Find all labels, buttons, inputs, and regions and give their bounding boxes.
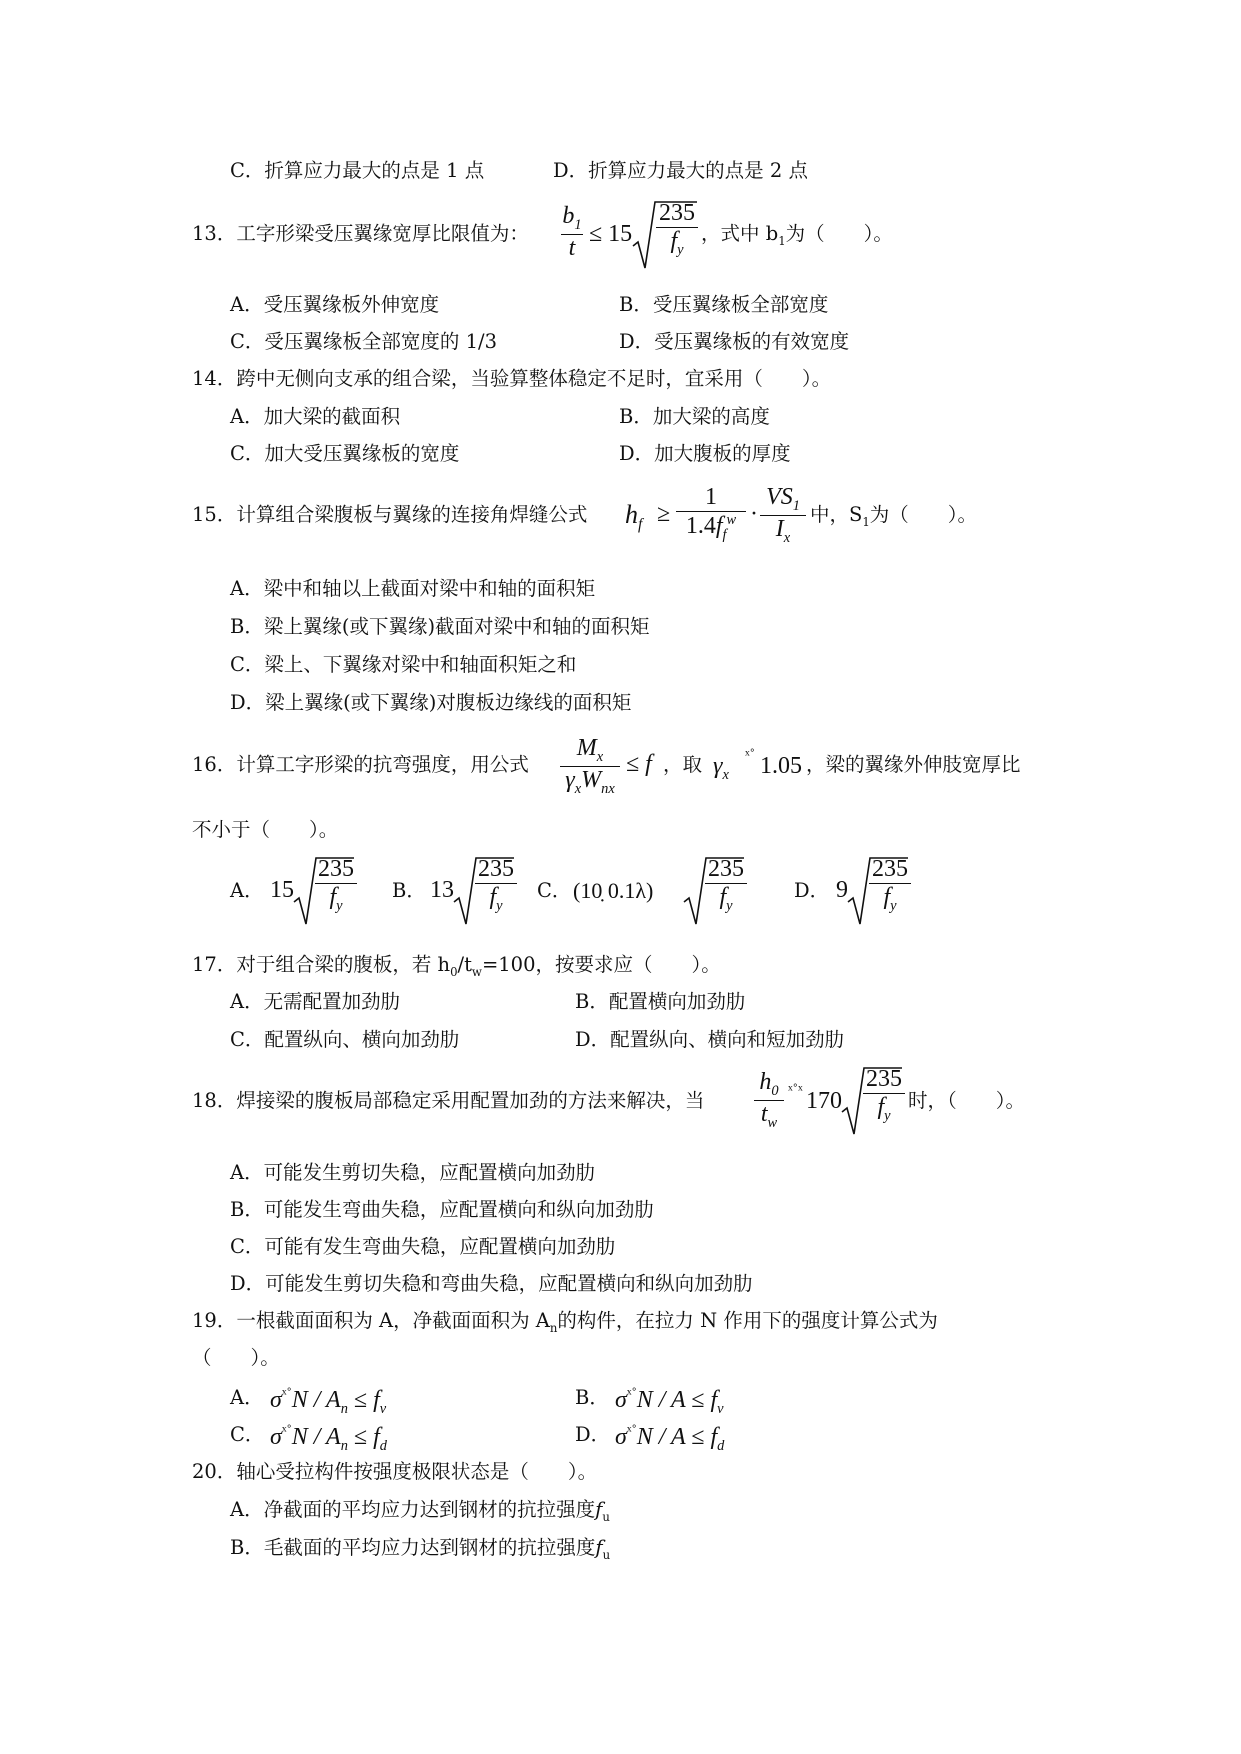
q19-option-a-label: A．: [230, 1386, 264, 1409]
q19-option-d-label: D．: [575, 1423, 611, 1446]
q17-stem: 17．对于组合梁的腹板，若 $h_0/t_w=100$，按要求应（ ）。: [192, 953, 721, 979]
q16-le-f: ≤ f: [626, 751, 652, 777]
q16-stem-part4: 不小于（ ）。: [192, 818, 339, 841]
q13-stem-part2: ，式中 $b_1$为（ ）。: [701, 222, 893, 248]
q18-fraction: $h_0$ $t_w$: [754, 1069, 784, 1132]
q14-option-c: C．加大受压翼缘板的宽度: [230, 442, 460, 465]
q19-option-c-label: C．: [230, 1423, 265, 1446]
q15-hf: $h_f$: [625, 500, 643, 534]
q16-option-b-coef: 13: [430, 877, 454, 903]
q15-fraction-2: $VS_1$ $I_x$: [760, 484, 806, 547]
q16-option-b-label: B．: [392, 879, 426, 902]
q12-option-c: C．折算应力最大的点是 1 点: [230, 159, 485, 182]
q15-option-b: B．梁上翼缘(或下翼缘)截面对梁中和轴的面积矩: [230, 615, 650, 638]
q18-glyph: ˣ˚ˣ: [788, 1082, 803, 1099]
q16-option-a-coef: 15: [270, 877, 294, 903]
q19-option-b-label: B．: [575, 1386, 609, 1409]
q16-option-c-fraction: 235 $f_y$: [705, 856, 747, 915]
q14-option-a: A．加大梁的截面积: [230, 405, 401, 428]
q18-stem-part1: 18．焊接梁的腹板局部稳定采用配置加劲的方法来解决，当: [192, 1089, 705, 1112]
q16-stem-part1: 16．计算工字形梁的抗弯强度，用公式: [192, 753, 529, 776]
q16-glyph: ˣ˚: [745, 747, 755, 764]
q19-option-a-formula: $\sigma^{ˣ˚}N / A_n \le f_v$: [270, 1386, 387, 1417]
q17-option-c: C．配置纵向、横向加劲肋: [230, 1028, 460, 1051]
q18-option-b: B．可能发生弯曲失稳，应配置横向和纵向加劲肋: [230, 1198, 654, 1221]
q13-sqrt-fraction: 235 $f_y$: [656, 200, 698, 259]
q16-option-c-coef: (10̣ 0.1λ): [573, 878, 654, 903]
q16-stem-part2: ，取: [663, 753, 703, 776]
q18-value: 170: [806, 1088, 842, 1114]
q18-option-c: C．可能有发生弯曲失稳，应配置横向加劲肋: [230, 1235, 616, 1258]
q20-stem: 20．轴心受拉构件按强度极限状态是（ ）。: [192, 1460, 598, 1483]
q18-stem-part2: 时，（ ）。: [908, 1089, 1026, 1112]
q13-option-a: A．受压翼缘板外伸宽度: [230, 293, 440, 316]
q16-option-a-fraction: 235 $f_y$: [315, 856, 357, 915]
q19-stem-part2: （ ）。: [192, 1346, 280, 1369]
q13-option-c: C．受压翼缘板全部宽度的 1/3: [230, 330, 498, 353]
q16-value: 1.05: [760, 753, 802, 779]
q13-option-d: D．受压翼缘板的有效宽度: [619, 330, 850, 353]
q18-sqrt-fraction: 235 $f_y$: [863, 1066, 905, 1125]
q16-option-c-label: C．: [537, 879, 572, 902]
q14-stem: 14．跨中无侧向支承的组合梁，当验算整体稳定不足时，宜采用（ ）。: [192, 367, 832, 390]
q15-dot: ·: [750, 501, 758, 527]
q19-option-d-formula: $\sigma^{ˣ˚}N / A \le f_d$: [615, 1423, 725, 1454]
q15-fraction-1: 1 $1.4f_f^w$: [676, 484, 746, 544]
q13-fraction-b1-over-t: $b_1$ t: [562, 203, 582, 261]
q16-gamma-x: $\gamma_x$: [713, 753, 729, 783]
q16-stem-part3: ，梁的翼缘外伸肢宽厚比: [806, 753, 1021, 776]
q15-stem-part1: 15．计算组合梁腹板与翼缘的连接角焊缝公式: [192, 503, 588, 526]
q18-option-d: D．可能发生剪切失稳和弯曲失稳，应配置横向和纵向加劲肋: [230, 1272, 753, 1295]
q16-option-d-label: D．: [794, 879, 830, 902]
q17-option-d: D．配置纵向、横向和短加劲肋: [575, 1028, 845, 1051]
q14-option-d: D．加大腹板的厚度: [619, 442, 791, 465]
q14-option-b: B．加大梁的高度: [619, 405, 770, 428]
q16-option-a-label: A．: [230, 879, 264, 902]
q13-relation: ≤ 15: [589, 221, 633, 247]
q15-stem-part2: 中，$S_1$为（ ）。: [810, 503, 978, 529]
q12-option-d: D．折算应力最大的点是 2 点: [553, 159, 808, 182]
q15-option-a: A．梁中和轴以上截面对梁中和轴的面积矩: [230, 577, 596, 600]
q20-option-a: A．净截面的平均应力达到钢材的抗拉强度$f_u$: [230, 1498, 610, 1524]
q18-option-a: A．可能发生剪切失稳，应配置横向加劲肋: [230, 1161, 596, 1184]
q16-option-d-coef: 9: [836, 877, 848, 903]
q16-fraction: $M_x$ $\gamma_xW_{nx}$: [560, 735, 620, 798]
q13-option-b: B．受压翼缘板全部宽度: [619, 293, 829, 316]
q16-option-d-fraction: 235 $f_y$: [869, 856, 911, 915]
q15-option-d: D．梁上翼缘(或下翼缘)对腹板边缘线的面积矩: [230, 691, 632, 714]
q15-option-c: C．梁上、下翼缘对梁中和轴面积矩之和: [230, 653, 577, 676]
q13-stem-part1: 13．工字形梁受压翼缘宽厚比限值为：: [192, 222, 529, 245]
q20-option-b: B．毛截面的平均应力达到钢材的抗拉强度$f_u$: [230, 1536, 611, 1562]
q15-ge: ≥: [657, 501, 671, 527]
q19-stem-part1: 19．一根截面面积为 A，净截面面积为 $A_n$的构件，在拉力 N 作用下的强度计算公式为: [192, 1309, 938, 1335]
q17-option-b: B．配置横向加劲肋: [575, 990, 746, 1013]
q16-option-b-fraction: 235 $f_y$: [475, 856, 517, 915]
q19-option-b-formula: $\sigma^{ˣ˚}N / A \le f_v$: [615, 1386, 724, 1417]
q17-option-a: A．无需配置加劲肋: [230, 990, 401, 1013]
q19-option-c-formula: $\sigma^{ˣ˚}N / A_n \le f_d$: [270, 1423, 387, 1454]
